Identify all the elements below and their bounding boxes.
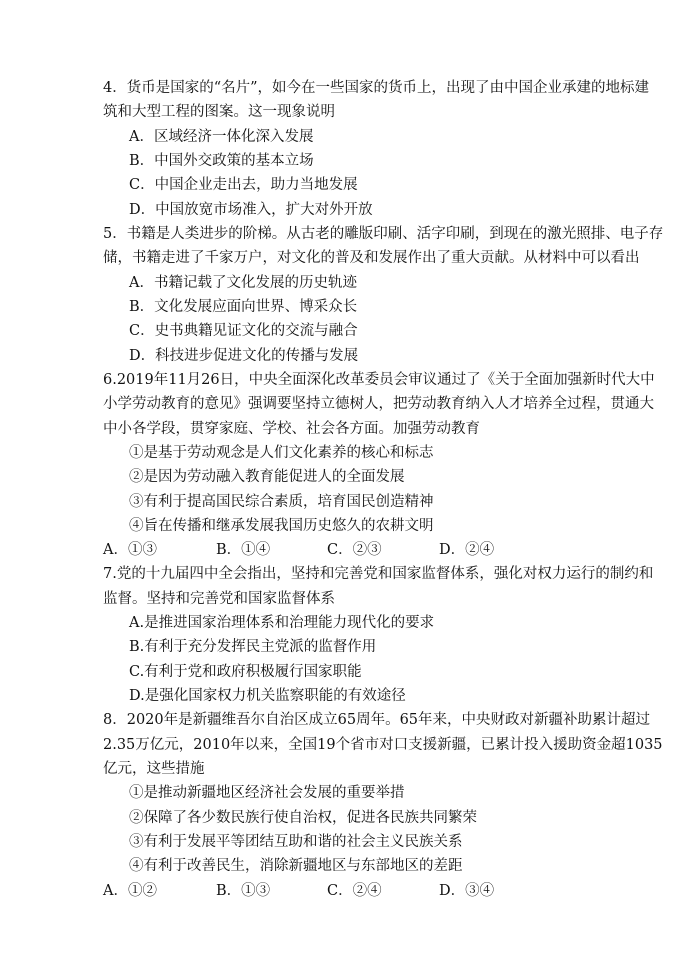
statement-2: ②是因为劳动融入教育能促进人的全面发展 (129, 469, 405, 485)
option-d: D.是强化国家权力机关监察职能的有效途径 (129, 688, 406, 704)
option-b: B．文化发展应面向世界、博采众长 (129, 299, 358, 315)
choice-b: B．①④ (216, 542, 271, 558)
statement-4: ④有利于改善民生，消除新疆地区与东部地区的差距 (129, 858, 463, 874)
question-stem-line: 7.党的十九届四中全会指出，坚持和完善党和国家监督体系，强化对权力运行的制约和 (103, 566, 654, 582)
option-a: A．区域经济一体化深入发展 (129, 129, 314, 145)
option-d: D．中国放宽市场准入，扩大对外开放 (129, 202, 373, 218)
option-d: D．科技进步促进文化的传播与发展 (129, 348, 359, 364)
statement-1: ①是推动新疆地区经济社会发展的重要举措 (129, 785, 405, 801)
statement-1: ①是基于劳动观念是人们文化素养的核心和标志 (129, 445, 434, 461)
choice-b: B．①③ (216, 883, 271, 899)
question-stem-line: 6.2019年11月26日，中央全面深化改革委员会审议通过了《关于全面加强新时代大中 (103, 372, 655, 388)
option-c: C.有利于党和政府积极履行国家职能 (129, 664, 362, 680)
question-stem-line: 中小各学段，贯穿家庭、学校、社会各方面。加强劳动教育 (103, 421, 480, 437)
statement-3: ③有利于提高国民综合素质，培育国民创造精神 (129, 494, 434, 510)
choice-d: D．③④ (439, 883, 495, 899)
statement-4: ④旨在传播和继承发展我国历史悠久的农耕文明 (129, 518, 434, 534)
choice-a: A．①③ (103, 542, 157, 558)
question-stem-line: 小学劳动教育的意见》强调要坚持立德树人，把劳动教育纳入人才培养全过程，贯通大 (103, 396, 654, 412)
option-c: C．史书典籍见证文化的交流与融合 (129, 323, 358, 339)
option-c: C．中国企业走出去，助力当地发展 (129, 177, 358, 193)
option-b: B.有利于充分发挥民主党派的监督作用 (129, 639, 377, 655)
question-stem-line: 亿元，这些措施 (103, 761, 205, 777)
statement-2: ②保障了各少数民族行使自治权，促进各民族共同繁荣 (129, 810, 477, 826)
choice-c: C．②④ (327, 883, 382, 899)
question-stem-line: 4．货币是国家的“名片”，如今在一些国家的货币上，出现了由中国企业承建的地标建 (103, 80, 650, 96)
choice-c: C．②③ (327, 542, 382, 558)
question-stem-line: 8．2020年是新疆维吾尔自治区成立65周年。65年来，中央财政对新疆补助累计超过 (103, 712, 651, 728)
option-b: B．中国外交政策的基本立场 (129, 153, 314, 169)
choice-d: D．②④ (439, 542, 495, 558)
statement-3: ③有利于发展平等团结互助和谐的社会主义民族关系 (129, 834, 463, 850)
question-stem-line: 5．书籍是人类进步的阶梯。从古老的雕版印刷、活字印刷，到现在的激光照排、电子存 (103, 226, 664, 242)
question-stem-line: 储，书籍走进了千家万户，对文化的普及和发展作出了重大贡献。从材料中可以看出 (103, 250, 640, 266)
question-stem-line: 监督。坚持和完善党和国家监督体系 (103, 591, 335, 607)
choice-a: A．①② (103, 883, 157, 899)
question-stem-line: 筑和大型工程的图案。这一现象说明 (103, 104, 335, 120)
option-a: A.是推进国家治理体系和治理能力现代化的要求 (129, 615, 435, 631)
question-stem-line: 2.35万亿元，2010年以来，全国19个省市对口支援新疆，已累计投入援助资金超1035 (103, 737, 663, 753)
option-a: A．书籍记载了文化发展的历史轨迹 (129, 275, 357, 291)
